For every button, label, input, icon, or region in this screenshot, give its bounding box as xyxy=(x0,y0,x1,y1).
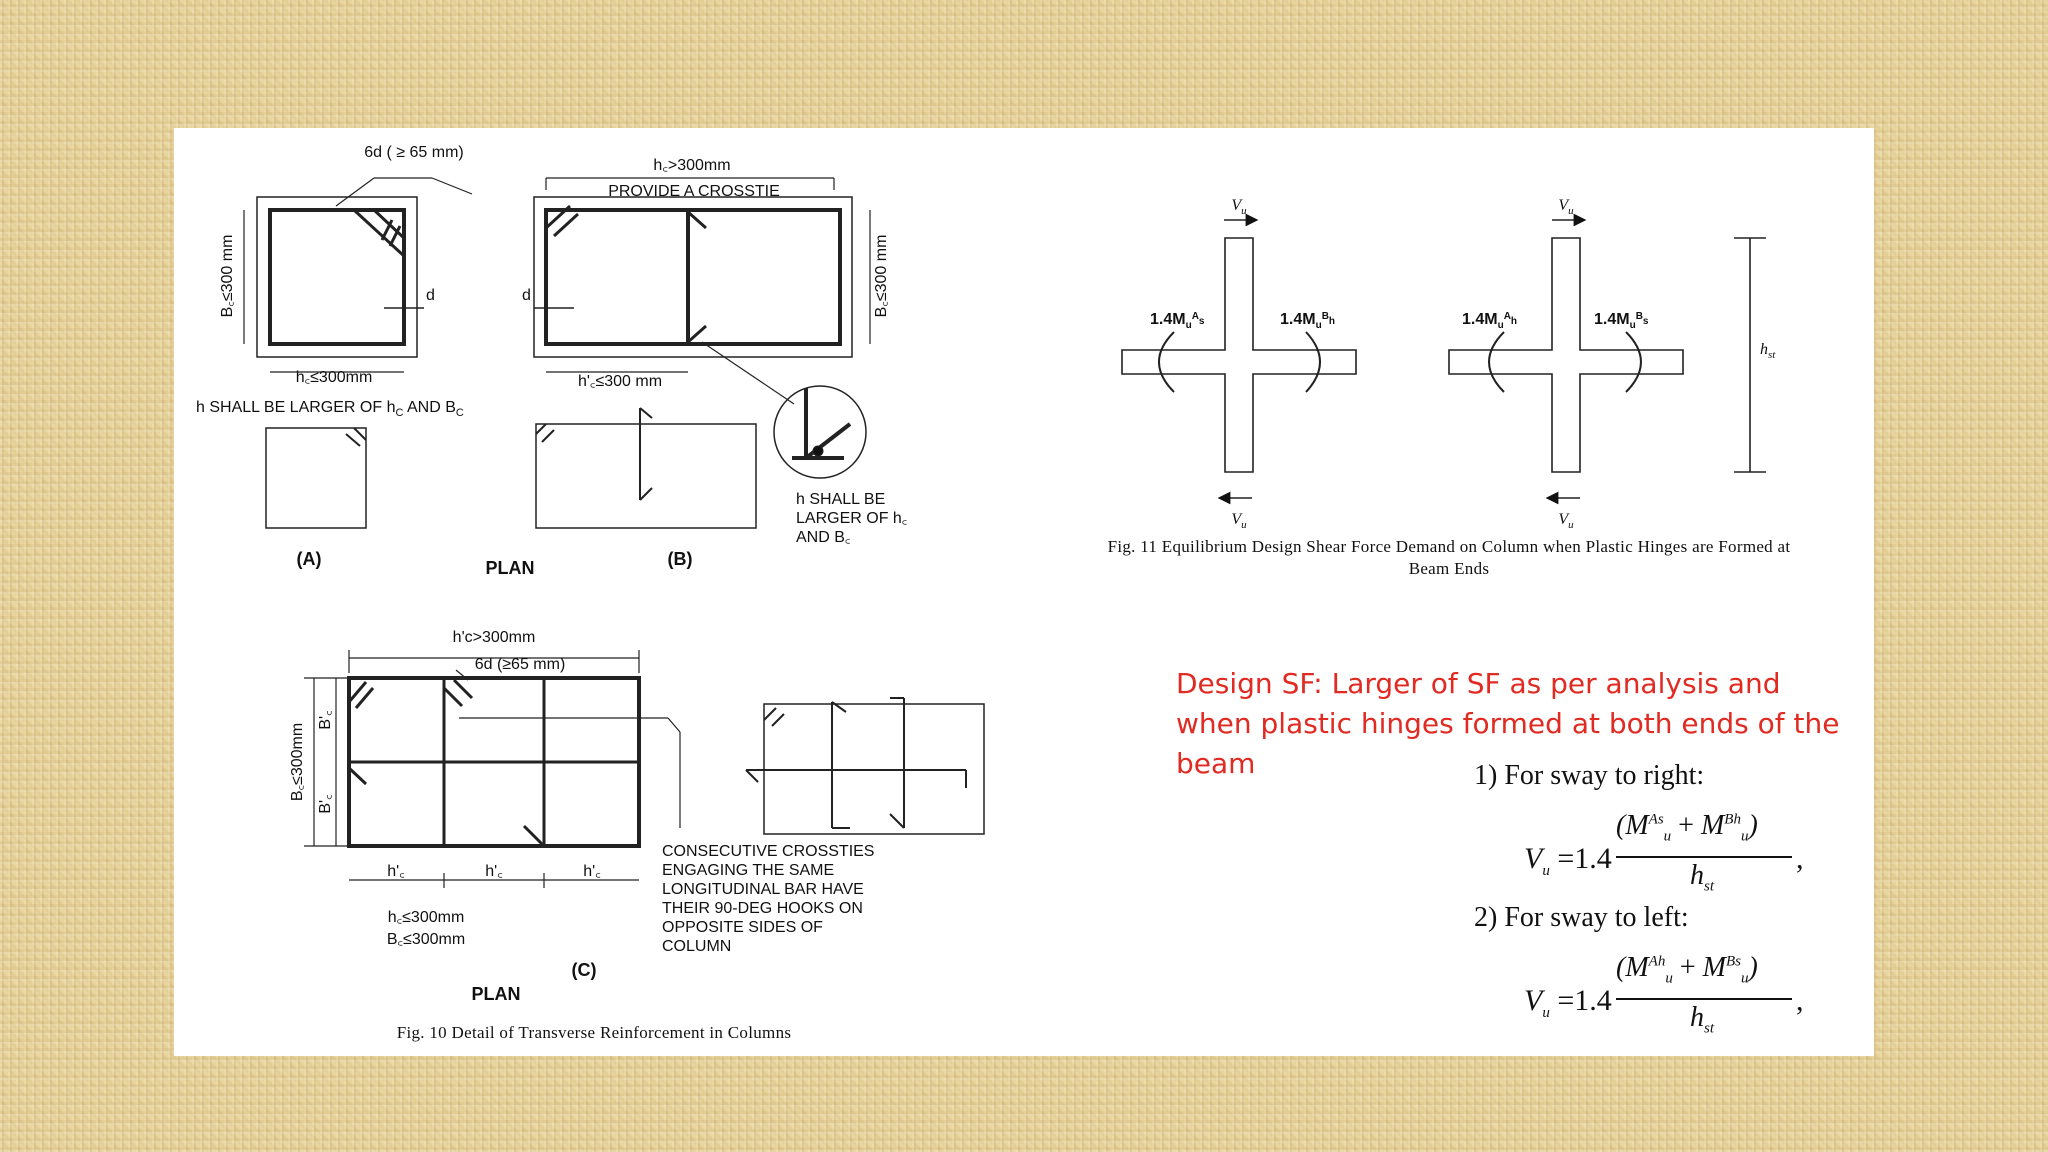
sway-left-label: 2) For sway to left: xyxy=(1474,902,1689,933)
fig11-vu-bottom-left: $V_u$ xyxy=(1231,511,1247,531)
fig10-c-limit2: B꜀≤300mm xyxy=(386,931,466,948)
fig10-a-bc-label: B꜀≤300 mm xyxy=(219,234,236,318)
fig10-b-tag: (B) xyxy=(667,549,693,569)
fig10-b-note-1: h SHALL BE xyxy=(796,491,886,508)
fig10-c-hc-label: h'c>300mm xyxy=(452,629,536,646)
fig10-b-note-2: LARGER OF h꜀ xyxy=(796,510,908,527)
fig11-moment-right-1: $1.4M_u^B_h$ xyxy=(1280,311,1336,331)
fig10-c-note-6: COLUMN xyxy=(662,938,732,955)
fig11-vu-top-right: $V_u$ xyxy=(1558,197,1574,217)
fig11-moment-right-2: $1.4M_u^B_s$ xyxy=(1594,311,1649,331)
formula2-fraction-bar xyxy=(1616,998,1792,1000)
fig10-b-bc-label: B꜀≤300 mm xyxy=(873,234,890,318)
fig10-c-note-4: THEIR 90-DEG HOOKS ON xyxy=(662,900,863,917)
fig10-b-note-3: AND B꜀ xyxy=(796,529,851,546)
formula-sway-right xyxy=(1524,808,1864,908)
fig10-c-6d-label: 6d (≥65 mm) xyxy=(474,656,566,673)
formula1-fraction-bar xyxy=(1616,856,1792,858)
slide xyxy=(174,128,1874,1056)
fig10-c-note-5: OPPOSITE SIDES OF xyxy=(662,919,823,936)
formula2-lhs: $V_u =1.4$ xyxy=(1524,984,1612,1021)
formula2-numerator: $(M^{Ah}_u + M^{Bs}_u)$ xyxy=(1616,952,1758,987)
fig10-b-d-label: d xyxy=(522,287,531,304)
formula1-lhs: $V_u =1.4$ xyxy=(1524,842,1612,879)
formula1-numerator: $(M^{As}_u + M^{Bh}_u)$ xyxy=(1616,810,1758,845)
fig10-b-hprime-label: h'꜀≤300 mm xyxy=(577,373,663,390)
fig10-b-crosstie-label: PROVIDE A CROSSTIE xyxy=(608,183,780,200)
fig10-c-tag: (C) xyxy=(571,960,597,980)
fig11-joint-left xyxy=(1122,220,1356,498)
fig10-detail-c xyxy=(304,650,984,888)
fig10-a-hc-label: h꜀≤300mm xyxy=(295,369,373,386)
fig10-plan-bottom: PLAN xyxy=(471,984,521,1004)
fig10-caption: Fig. 10 Detail of Transverse Reinforcement in Columns xyxy=(396,1023,792,1042)
formula1-comma: , xyxy=(1796,842,1804,875)
fig10-c-bc-label: B꜀≤300mm xyxy=(289,722,306,802)
formula1-denominator: $h_{st}$ xyxy=(1690,860,1715,895)
fig10-b-hc-label: h꜀>300mm xyxy=(653,157,731,174)
fig10-c-note-3: LONGITUDINAL BAR HAVE xyxy=(662,881,864,898)
fig11-caption-line2: Beam Ends xyxy=(1408,559,1490,578)
design-shear-heading: Design SF: Larger of SF as per analysis and when plastic hinges formed at both ends of the beam xyxy=(1176,667,1840,780)
fig10-detail-a xyxy=(244,178,472,528)
fig10-a-d-label: d xyxy=(426,287,435,304)
fig11-moment-left-1: $1.4M_u^A_s$ xyxy=(1150,311,1205,331)
fig10-c-limit1: h꜀≤300mm xyxy=(387,909,465,926)
fig10-a-note: h SHALL BE LARGER OF $h_C$ AND $B_C$ xyxy=(196,399,464,419)
fig11-moment-left-2: $1.4M_u^A_h$ xyxy=(1462,311,1518,331)
fig11-hst-label: $h_{st}$ xyxy=(1760,341,1776,361)
fig10-a-tag: (A) xyxy=(296,549,322,569)
fig10-detail-b xyxy=(534,178,870,528)
formula2-comma: , xyxy=(1796,984,1804,1017)
fig10-c-h3-label: h'꜀ xyxy=(583,863,601,880)
fig10-c-h2-label: h'꜀ xyxy=(485,863,503,880)
fig10-c-bprime1-label: B'꜀ xyxy=(317,710,334,730)
fig10-c-bprime2-label: B'꜀ xyxy=(317,794,334,814)
fig10-a-6d-label: 6d ( ≥ 65 mm) xyxy=(364,144,464,161)
formula2-denominator: $h_{st}$ xyxy=(1690,1002,1715,1037)
fig10-c-h1-label: h'꜀ xyxy=(387,863,405,880)
fig10-c-note-1: CONSECUTIVE CROSSTIES xyxy=(662,843,875,860)
fig10-plan-top: PLAN xyxy=(485,558,535,578)
fig11-vu-top-left: $V_u$ xyxy=(1231,197,1247,217)
fig10-c-note-2: ENGAGING THE SAME xyxy=(662,862,835,879)
fig11-vu-bottom-right: $V_u$ xyxy=(1558,511,1574,531)
fig11-caption-line1: Fig. 11 Equilibrium Design Shear Force Demand on Column when Plastic Hinges are Formed at xyxy=(1107,537,1791,556)
sway-right-label: 1) For sway to right: xyxy=(1474,760,1705,791)
fig11-joint-right xyxy=(1449,220,1683,498)
formula-sway-left xyxy=(1524,950,1864,1050)
